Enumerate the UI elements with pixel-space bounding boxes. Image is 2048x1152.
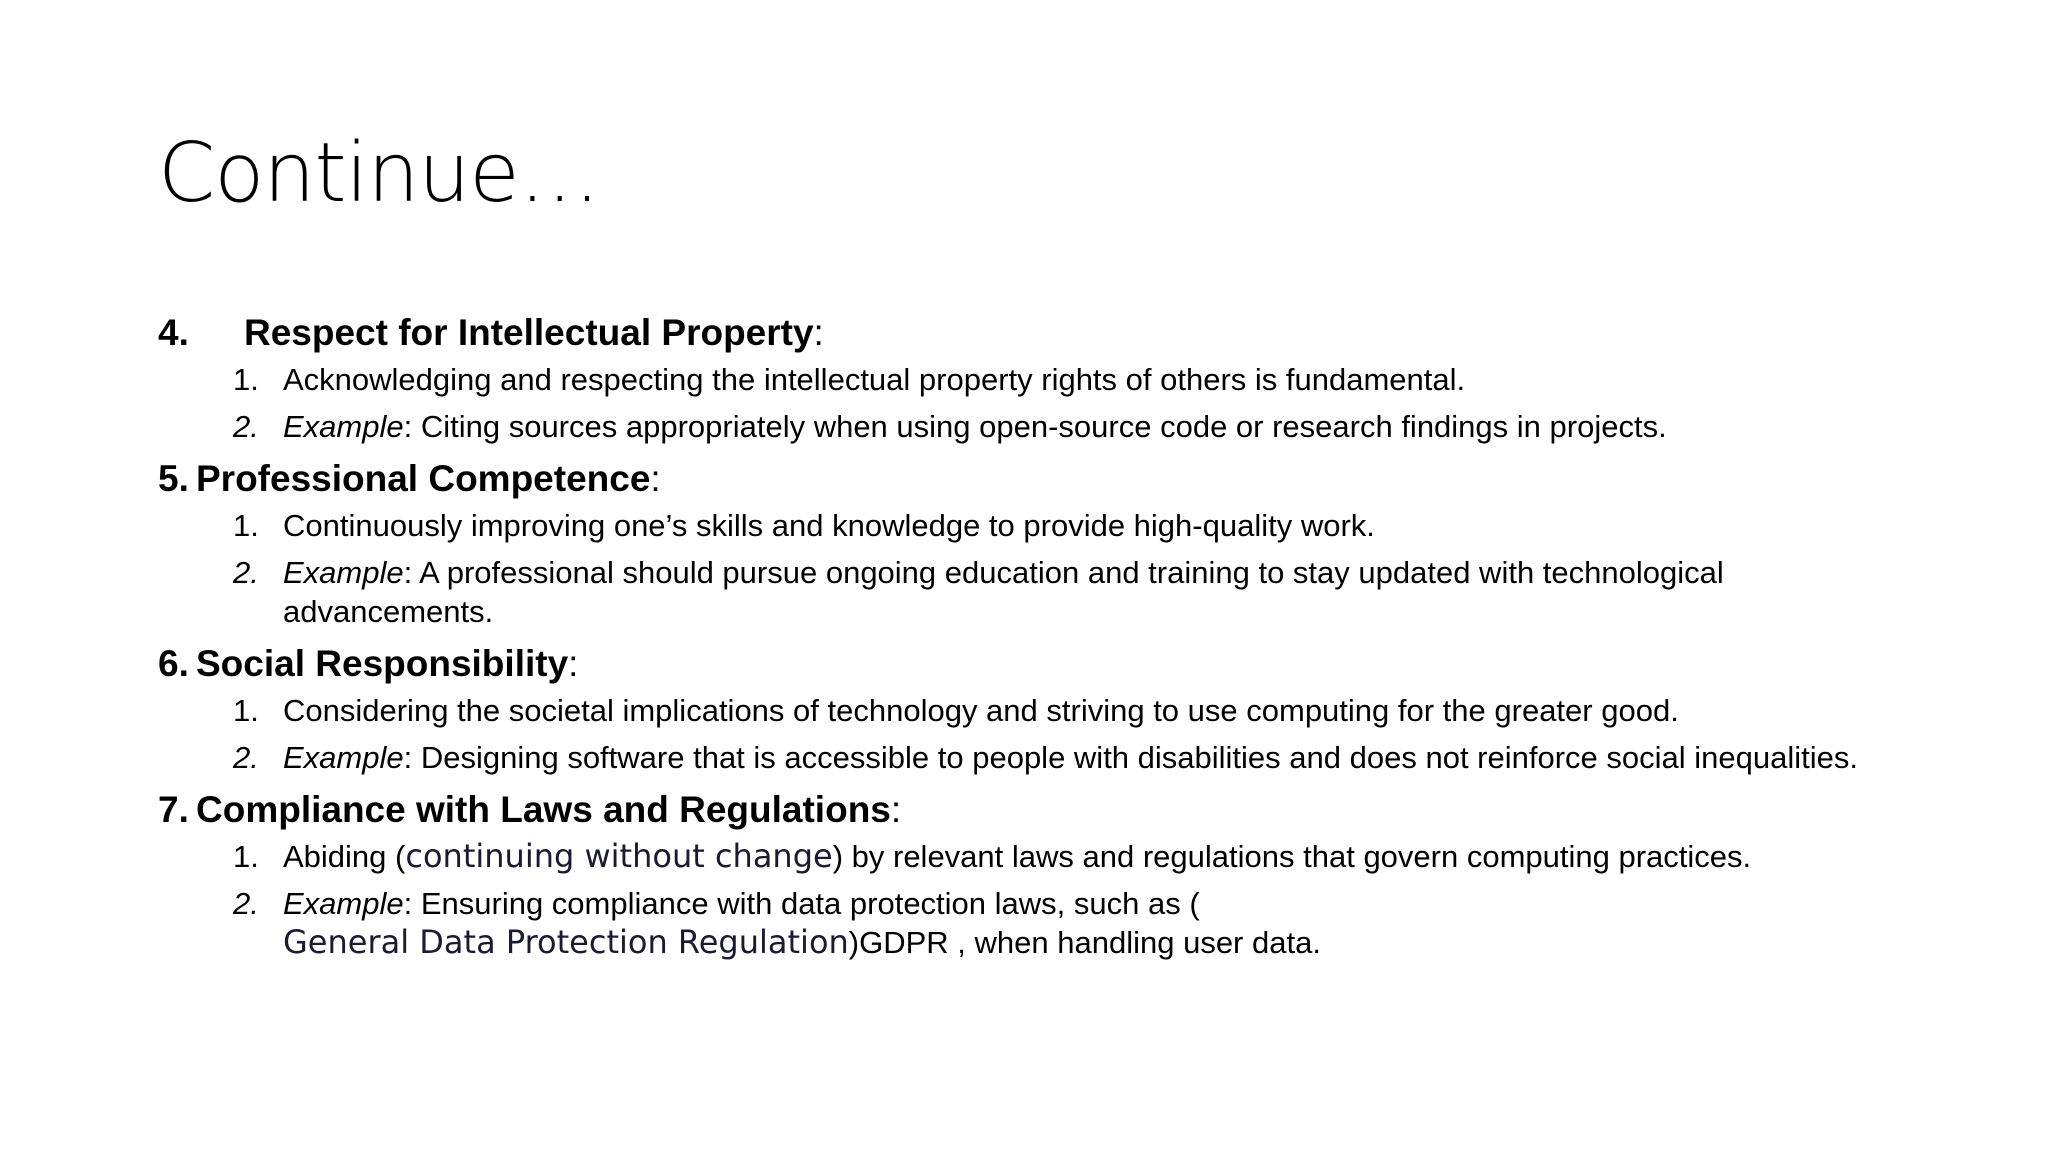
sub-list [158, 506, 1908, 631]
section-heading-text: Social Responsibility [196, 643, 569, 684]
section-number: 7. [158, 789, 189, 830]
section-intellectual-property [158, 310, 1908, 446]
definition-text: continuing without change [405, 837, 833, 875]
section-heading-text: Compliance with Laws and Regulations [196, 789, 891, 830]
section-heading [158, 310, 1908, 356]
section-heading-text: Professional Competence [196, 458, 651, 499]
sub-list [158, 360, 1908, 446]
section-professional-competence [158, 456, 1908, 631]
definition-text: General Data Protection Regulation [283, 923, 849, 961]
section-compliance [158, 787, 1908, 962]
item-number: 1. [233, 839, 259, 874]
item-text: Acknowledging and respecting the intellectual property rights of others is fundamental. [283, 362, 1466, 397]
item-text: : Citing sources appropriately when using open-source code or research findings in projects. [403, 409, 1667, 444]
item-number: 1. [233, 362, 259, 397]
item-text-post: )GDPR , when handling user data. [848, 925, 1321, 960]
item-text-pre: Abiding ( [283, 839, 406, 874]
list-item [158, 738, 1908, 777]
list-item [158, 884, 1908, 962]
list-item [158, 691, 1908, 730]
item-text-pre: : Ensuring compliance with data protection laws, such as ( [403, 886, 1200, 921]
item-number: 2. [233, 409, 259, 444]
example-label: Example [283, 409, 404, 444]
heading-colon: : [813, 312, 824, 353]
section-number: 6. [158, 643, 189, 684]
item-text: : Designing software that is accessible to people with disabilities and does not reinforce social inequalities. [403, 740, 1858, 775]
list-item [158, 407, 1908, 446]
slide-title: Continue… [158, 126, 600, 221]
section-heading [158, 641, 1908, 687]
item-number: 2. [233, 740, 259, 775]
item-text: Continuously improving one’s skills and knowledge to provide high-quality work. [283, 508, 1375, 543]
example-label: Example [283, 740, 404, 775]
list-item [158, 506, 1908, 545]
slide-body [158, 310, 1908, 972]
sub-list [158, 837, 1908, 962]
section-heading [158, 456, 1908, 502]
item-number: 1. [233, 693, 259, 728]
item-text: : A professional should pursue ongoing education and training to stay updated with technological advancements. [283, 555, 1724, 629]
example-label: Example [283, 886, 404, 921]
list-item [158, 837, 1908, 876]
item-number: 2. [233, 886, 259, 921]
list-item [158, 553, 1908, 631]
heading-colon: : [650, 458, 661, 499]
example-label: Example [283, 555, 404, 590]
section-heading [158, 787, 1908, 833]
item-text-post: ) by relevant laws and regulations that govern computing practices. [832, 839, 1752, 874]
item-number: 1. [233, 508, 259, 543]
heading-colon: : [890, 789, 902, 830]
item-number: 2. [233, 555, 259, 590]
item-text: Considering the societal implications of technology and striving to use computing for the greater good. [283, 693, 1679, 728]
heading-colon: : [568, 643, 579, 684]
section-heading-text: Respect for Intellectual Property [244, 312, 814, 353]
sub-list [158, 691, 1908, 777]
section-social-responsibility [158, 641, 1908, 777]
section-number: 4. [158, 312, 189, 353]
list-item [158, 360, 1908, 399]
section-number: 5. [158, 458, 189, 499]
